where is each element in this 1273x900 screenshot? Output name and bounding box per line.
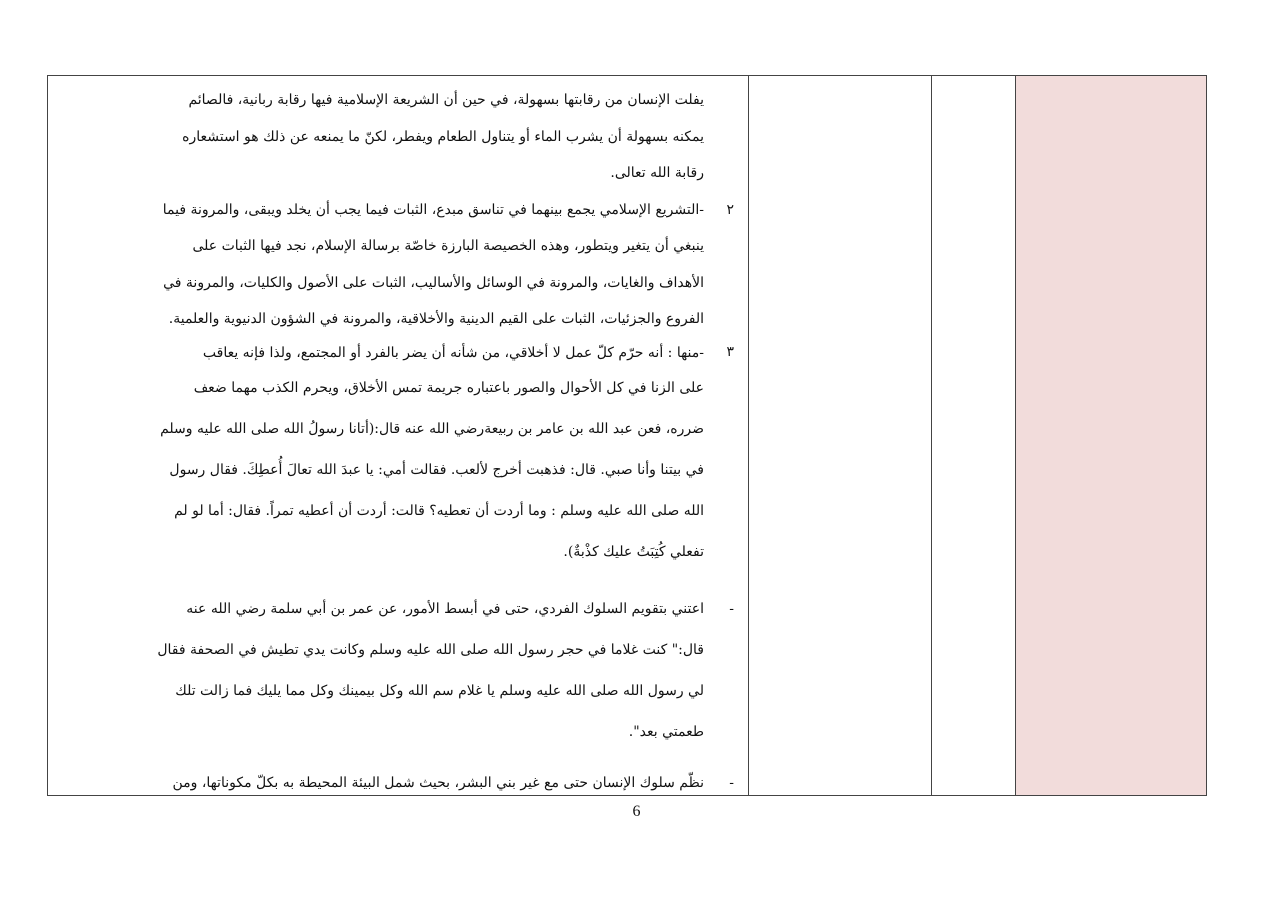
empty-column-2 [748,76,931,795]
text-line: رقابة الله تعالى. [610,165,704,181]
text-line: طعمتي بعد". [628,723,704,740]
item-number: ٣ [726,343,734,360]
dash-item-2 [56,763,734,804]
text-line: على الزنا في كل الأحوال والصور باعتباره جريمة تمس الأخلاق، ويحرم الكذب مهما ضعف [193,379,704,396]
shaded-column [1015,76,1206,795]
text-line: الله صلى الله عليه وسلم : وما أردت أن تعطيه؟ قالت: أردت أن أعطيه تمراً. فقال: أما لو لم [174,502,704,519]
text-line: نظّم سلوك الإنسان حتى مع غير بني البشر، بحيث شمل البيئة المحيطة به بكلّ مكوناتها، ومن [172,774,704,791]
text-line: الفروع والجزئيات، الثبات على القيم الدينية والأخلاقية، والمرونة في الشؤون الدنيوية والعلمية. [168,311,704,327]
text-line: يفلت الإنسان من رقابتها بسهولة، في حين أن الشريعة الإسلامية فيها رقابة ربانية، فالصائم [188,92,704,108]
dash-item-1 [56,589,734,753]
empty-column-3 [931,76,1015,795]
text-line: -منها : أنه حرّم كلّ عمل لا أخلاقي، من شأنه أن يضر بالفرد أو المجتمع، ولذا فإنه يعاقب [202,344,704,361]
text-column [48,76,748,795]
text-line: ضرره، فعن عبد الله بن عامر بن ربيعةرضي الله عنه قال:(أتانا رسولُ الله صلى الله عليه وسلم [160,420,704,437]
text-line: يمكنه بسهولة أن يشرب الماء أو يتناول الطعام ويفطر، لكنّ ما يمنعه عن ذلك هو استشعاره [182,128,704,145]
intro-paragraph [56,82,704,192]
item-2 [56,192,734,338]
text-line: لي رسول الله صلى الله عليه وسلم يا غلام سم الله وكل بيمينك وكل مما يليك فما زالت تلك [175,682,704,699]
dash-marker: - [729,600,734,617]
text-line: قال:" كنت غلاما في حجر رسول الله صلى الله عليه وسلم وكانت يدي تطيش في الصحفة فقال [157,641,704,658]
text-line: ينبغي أن يتغير ويتطور، وهذه الخصيصة البارزة خاصّة برسالة الإسلام، نجد فيها الثبات على [192,238,704,254]
text-line: اعتني بتقويم السلوك الفردي، حتى في أبسط الأمور، عن عمر بن أبي سلمة رضي الله عنه [186,600,704,617]
text-line: تفعلي كُتِبَتُ عليك كذْبةٌ). [563,543,704,560]
text-line: الأهداف والغايات، والمرونة في الوسائل والأساليب، الثبات على الأصول والكليات، والمرونة في [163,274,704,291]
content-table [47,75,1207,796]
text-line: -التشريع الإسلامي يجمع بينهما في تناسق مبدع، الثبات فيما يجب أن يخلد ويبقى، والمرونة فيما [162,201,704,218]
text-line: في بيتنا وأنا صبي. قال: فذهبت أخرج لألعب. فقالت أمي: يا عبدَ الله تعالَ أُعطِكَ. فقال رسول [169,461,704,478]
item-number: ٢ [726,201,734,218]
dash-marker: - [729,774,734,791]
page-number: 6 [632,803,641,820]
item-3 [56,338,734,573]
